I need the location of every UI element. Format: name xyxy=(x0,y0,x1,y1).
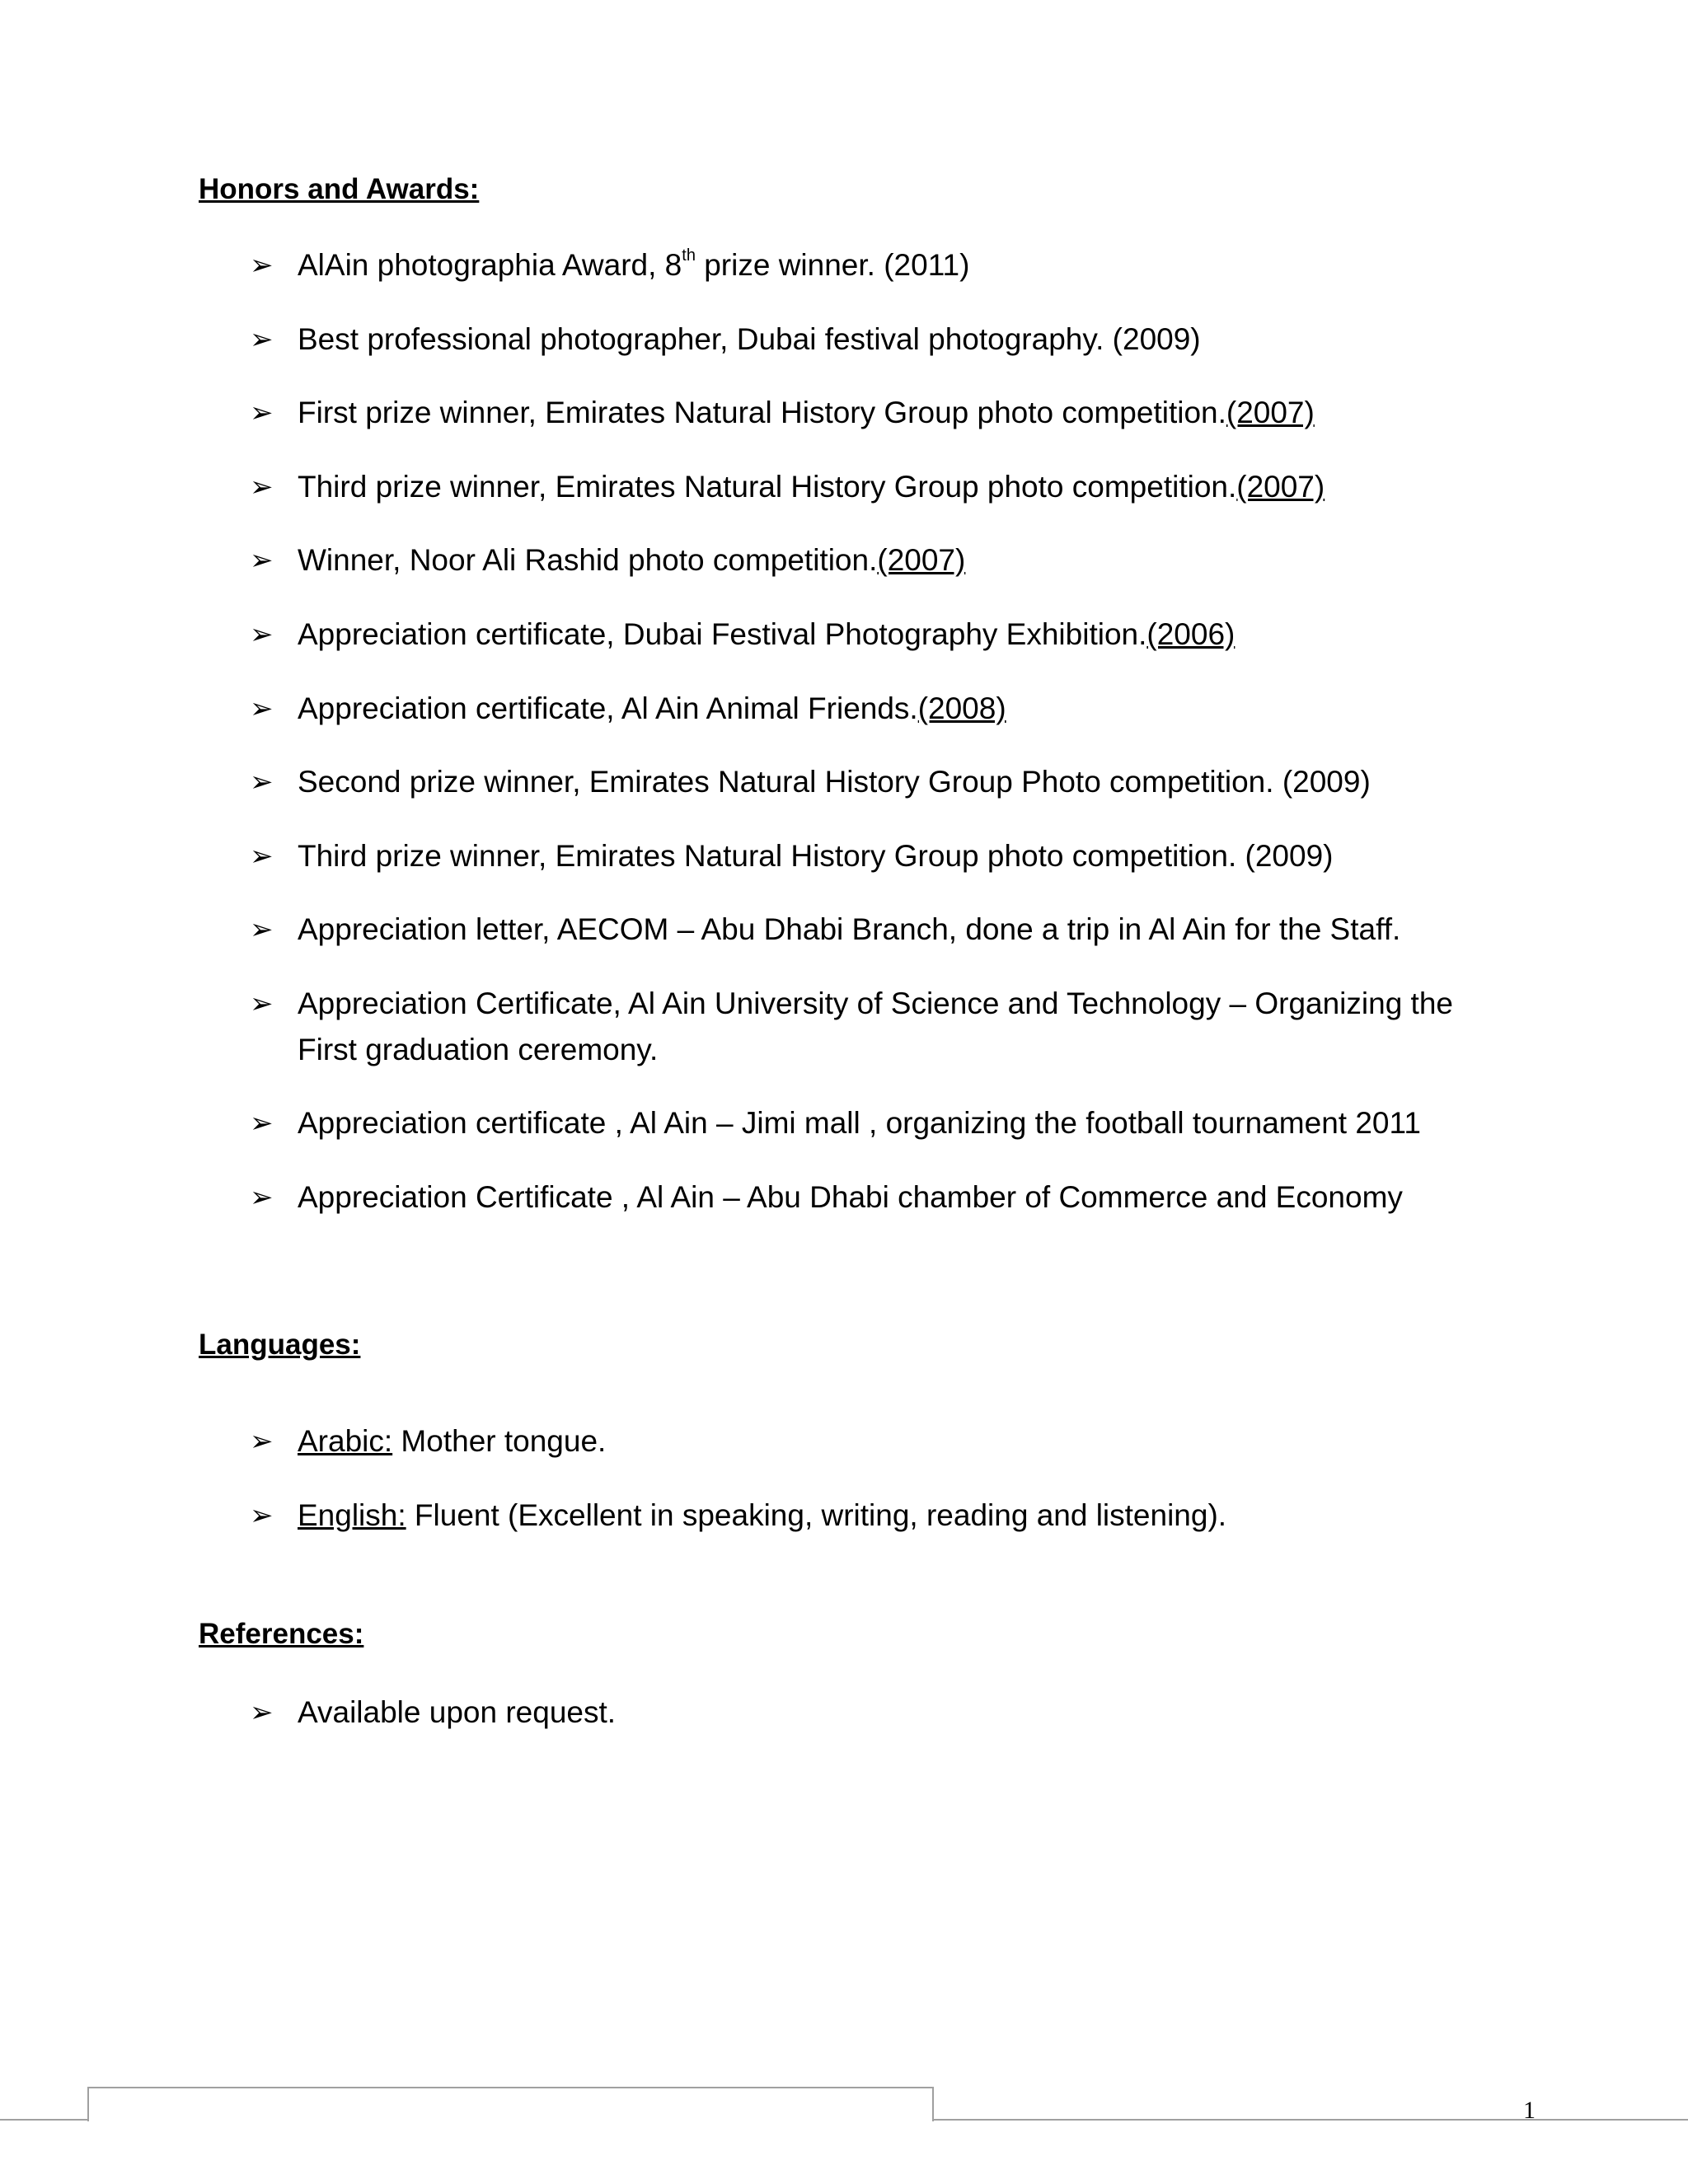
list-item-text: First prize winner, Emirates Natural History Group photo competition.(2007) xyxy=(298,396,1315,429)
footer-tab-shape xyxy=(87,2087,934,2121)
language-label: English: xyxy=(298,1498,406,1532)
language-label: Arabic: xyxy=(298,1424,393,1458)
list-item-text: Third prize winner, Emirates Natural History Group photo competition. (2009) xyxy=(298,839,1334,873)
list-item-text: Appreciation certificate , Al Ain – Jimi mall , organizing the football tournament 2011 xyxy=(298,1106,1421,1140)
list-item-text: Appreciation Certificate, Al Ain University of Science and Technology – Organizing the First graduation ceremony. xyxy=(298,987,1453,1066)
list-item-text: Second prize winner, Emirates Natural History Group Photo competition. (2009) xyxy=(298,765,1371,799)
arrow-bullet-icon: ➢ xyxy=(250,471,274,503)
page-number: 1 xyxy=(1523,2097,1536,2124)
year-underlined: (2006) xyxy=(1146,617,1236,651)
arrow-bullet-icon: ➢ xyxy=(250,397,274,429)
year-underlined: (2008) xyxy=(917,691,1006,725)
arrow-bullet-icon: ➢ xyxy=(250,619,274,650)
list-item-text: Appreciation Certificate , Al Ain – Abu Dhabi chamber of Commerce and Economy xyxy=(298,1180,1403,1214)
list-item-text: AlAin photographia Award, 8th prize winner. (2011) xyxy=(298,246,970,282)
arrow-bullet-icon: ➢ xyxy=(250,693,274,724)
list-item-text: Appreciation certificate, Al Ain Animal Friends.(2008) xyxy=(298,691,1006,725)
arrow-bullet-icon: ➢ xyxy=(250,1697,274,1728)
list-item-text: Arabic: Mother tongue. xyxy=(298,1424,607,1458)
list-item-text: Third prize winner, Emirates Natural History Group photo competition.(2007) xyxy=(298,470,1325,504)
year-underlined: (2007) xyxy=(877,543,966,577)
arrow-bullet-icon: ➢ xyxy=(250,766,274,798)
year-underlined: (2007) xyxy=(1226,396,1315,429)
list-item-text: Available upon request. xyxy=(298,1695,617,1729)
list-item-text: Appreciation certificate, Dubai Festival Photography Exhibition.(2006) xyxy=(298,617,1236,651)
list-item-text: English: Fluent (Excellent in speaking, writing, reading and listening). xyxy=(298,1498,1227,1532)
arrow-bullet-icon: ➢ xyxy=(250,988,274,1019)
list-item-text: Appreciation letter, AECOM – Abu Dhabi Branch, done a trip in Al Ain for the Staff. xyxy=(298,912,1401,946)
arrow-bullet-icon: ➢ xyxy=(250,1500,274,1531)
honors-heading: Honors and Awards: xyxy=(199,173,480,205)
references-heading: References: xyxy=(199,1618,364,1650)
arrow-bullet-icon: ➢ xyxy=(250,1182,274,1213)
languages-heading: Languages: xyxy=(199,1329,361,1361)
arrow-bullet-icon: ➢ xyxy=(250,250,274,281)
arrow-bullet-icon: ➢ xyxy=(250,914,274,945)
arrow-bullet-icon: ➢ xyxy=(250,545,274,576)
list-item-text: Winner, Noor Ali Rashid photo competition.(2007) xyxy=(298,543,966,577)
arrow-bullet-icon: ➢ xyxy=(250,1108,274,1139)
year-underlined: (2007) xyxy=(1236,470,1325,504)
arrow-bullet-icon: ➢ xyxy=(250,324,274,355)
arrow-bullet-icon: ➢ xyxy=(250,841,274,872)
list-item-text: Best professional photographer, Dubai festival photography. (2009) xyxy=(298,322,1201,356)
arrow-bullet-icon: ➢ xyxy=(250,1426,274,1457)
